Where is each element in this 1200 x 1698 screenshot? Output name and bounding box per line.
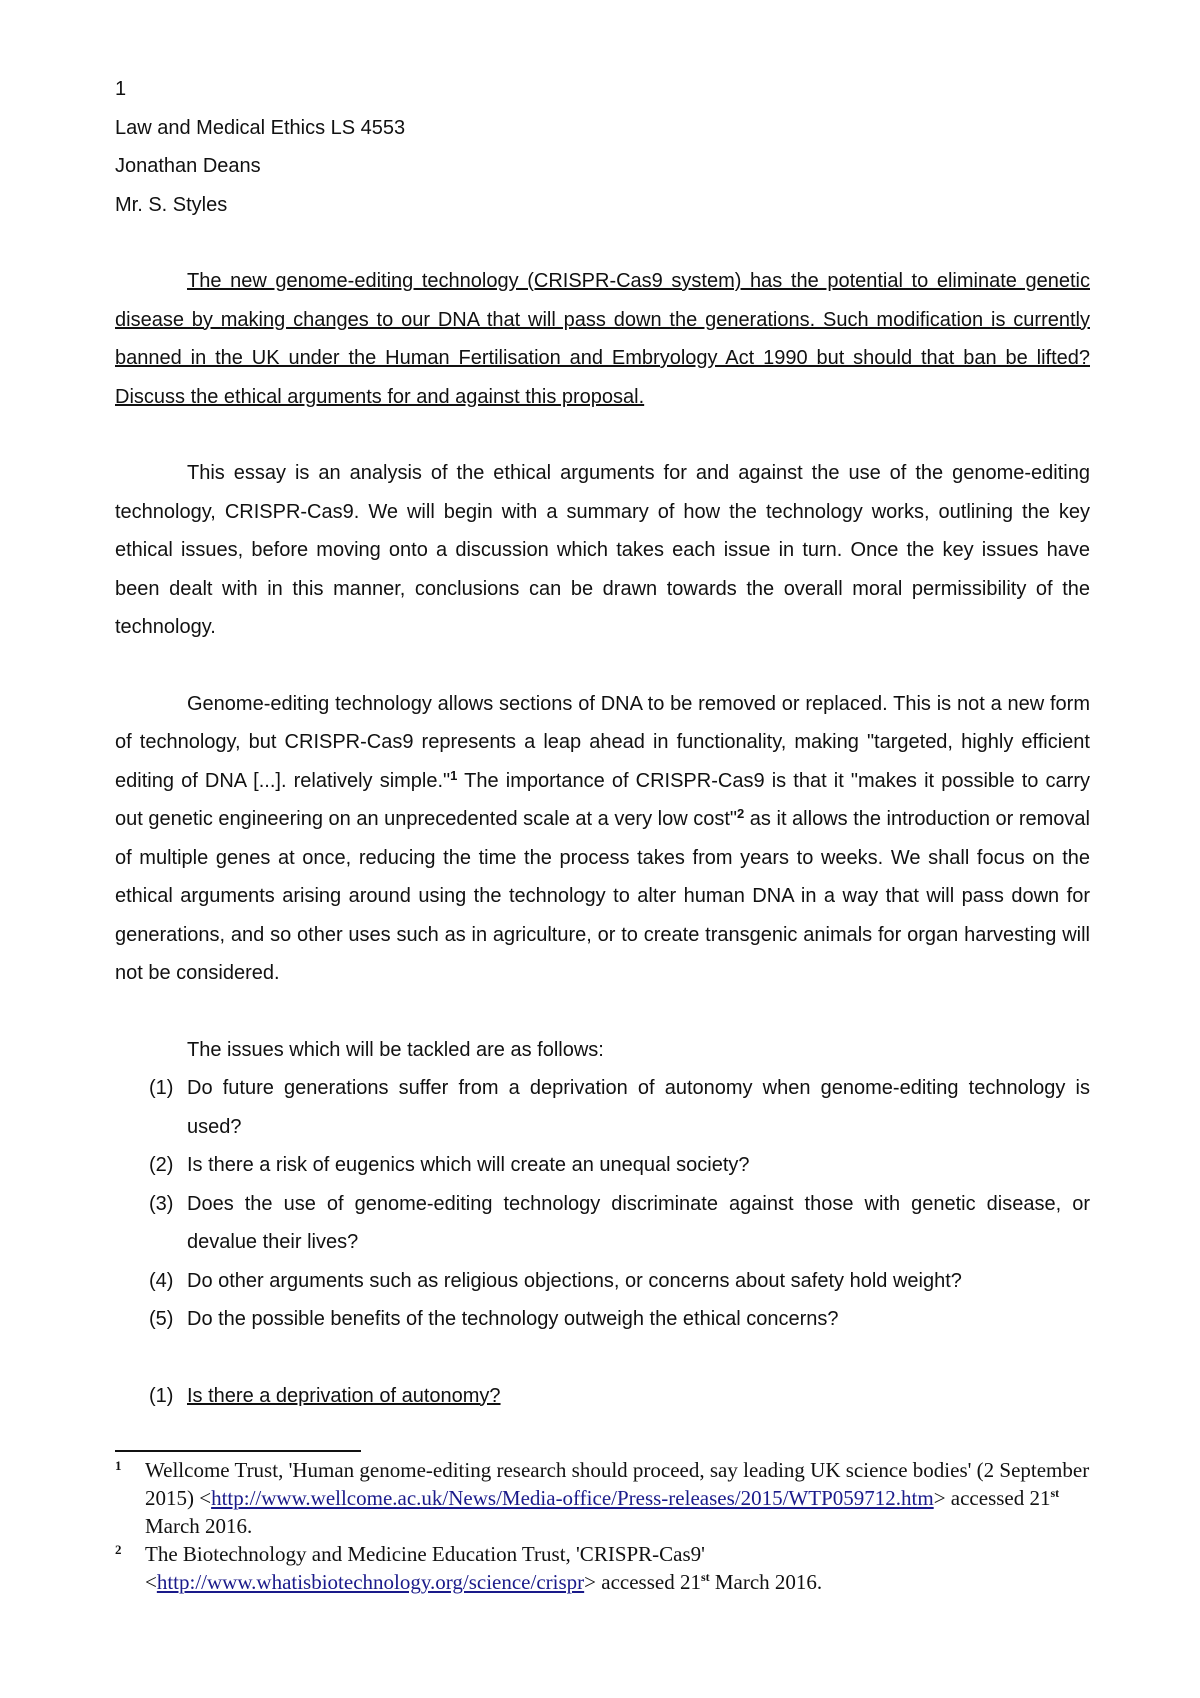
list-text: Do the possible benefits of the technology outweigh the ethical concerns? <box>187 1308 839 1330</box>
footnote-text: Wellcome Trust, 'Human genome-editing research should proceed, say leading UK science bodies' (2 September 2015) < <box>145 1458 1090 1510</box>
footnotes <box>115 1456 1090 1596</box>
footnote-text: > accessed 21 <box>933 1486 1051 1510</box>
list-item <box>115 1262 1090 1301</box>
footnote-text: March 2016. <box>145 1514 253 1538</box>
list-number: (1) <box>149 1077 174 1099</box>
footnote-ref-1[interactable]: 1 <box>450 767 458 783</box>
list-number: (5) <box>149 1308 174 1330</box>
footnote-link[interactable]: http://www.whatisbiotechnology.org/science/crispr <box>156 1570 585 1594</box>
footnote-text: March 2016. <box>709 1570 823 1594</box>
ordinal-suffix: st <box>1050 1486 1060 1500</box>
footnote-text: The Biotechnology and Medicine Education Trust, 'CRISPR-Cas9' < <box>145 1542 705 1594</box>
list-item <box>115 1146 1090 1185</box>
section-heading-list <box>115 1377 1090 1416</box>
footnote-text: > accessed 21 <box>584 1570 701 1594</box>
footnote-1 <box>115 1456 1090 1540</box>
list-item <box>115 1069 1090 1146</box>
body-text-part1: Genome-editing technology allows sections of DNA to be removed or replaced. This is not a new form of technology, but CRISPR-Cas9 represents a leap ahead in functionality, making "targeted, highly efficient editing of DNA [...]. relatively simple." <box>115 692 1090 792</box>
section-title: Is there a deprivation of autonomy? <box>187 1384 501 1407</box>
ordinal-suffix: st <box>700 1570 710 1584</box>
author-name: Jonathan Deans <box>115 155 261 177</box>
list-text: Do other arguments such as religious objections, or concerns about safety hold weight? <box>187 1269 962 1292</box>
list-text: Is there a risk of eugenics which will create an unequal society? <box>187 1154 750 1176</box>
issues-list <box>115 1069 1090 1339</box>
tutor-name: Mr. S. Styles <box>115 193 228 216</box>
list-number: (3) <box>149 1192 174 1215</box>
intro-paragraph: This essay is an analysis of the ethical arguments for and against the use of the genome-editing technology, CRISPR-Cas9. We will begin with a summary of how the technology works, outlining the key ethical issues, before moving onto a discussion which takes each issue in turn. Once the key issues have been dealt with in this manner, conclusions can be drawn towards the overall moral permissibility of the technology. <box>115 462 1090 638</box>
list-item <box>115 1300 1090 1339</box>
list-text: Does the use of genome-editing technology discriminate against those with genetic disease, or devalue their lives? <box>187 1192 1090 1253</box>
essay-body <box>115 70 1090 1415</box>
body-text-part3: as it allows the introduction or removal of multiple genes at once, reducing the time the process takes from years to weeks. We shall focus on the ethical arguments arising around using the technology to alter human DNA in a way that will pass down for generations, and so other uses such as in agriculture, or to create transgenic animals for organ harvesting will not be considered. <box>115 808 1090 984</box>
list-item <box>115 1185 1090 1262</box>
footnote-mark: 2 <box>115 1542 122 1557</box>
section-heading <box>115 1377 1090 1416</box>
footnote-link[interactable]: http://www.wellcome.ac.uk/News/Media-office/Press-releases/2015/WTP059712.htm <box>211 1486 934 1510</box>
footnote-separator <box>115 1450 361 1452</box>
course-title: Law and Medical Ethics LS 4553 <box>115 116 406 139</box>
page-number: 1 <box>115 78 127 100</box>
issues-intro: The issues which will be tackled are as follows: <box>187 1038 604 1061</box>
list-text: Do future generations suffer from a deprivation of autonomy when genome-editing technology is used? <box>187 1077 1090 1138</box>
footnote-mark: 1 <box>115 1458 122 1473</box>
footnote-2 <box>115 1540 1090 1596</box>
list-number: (4) <box>149 1269 174 1292</box>
essay-question: The new genome-editing technology (CRISPR-Cas9 system) has the potential to eliminate genetic disease by making changes to our DNA that will pass down the generations. Such modification is currently banned in the UK under the Human Fertilisation and Embryology Act 1990 but should that ban be lifted? Discuss the ethical arguments for and against this proposal. <box>115 270 1090 408</box>
list-number: (2) <box>149 1154 174 1176</box>
section-number: (1) <box>149 1384 174 1407</box>
body-paragraph <box>115 685 1090 993</box>
footnote-ref-2[interactable]: 2 <box>737 806 745 821</box>
body-text-part2: The importance of CRISPR-Cas9 is that it "makes it possible to carry out genetic engineering on an unprecedented scale at a very low cost" <box>115 769 1090 830</box>
